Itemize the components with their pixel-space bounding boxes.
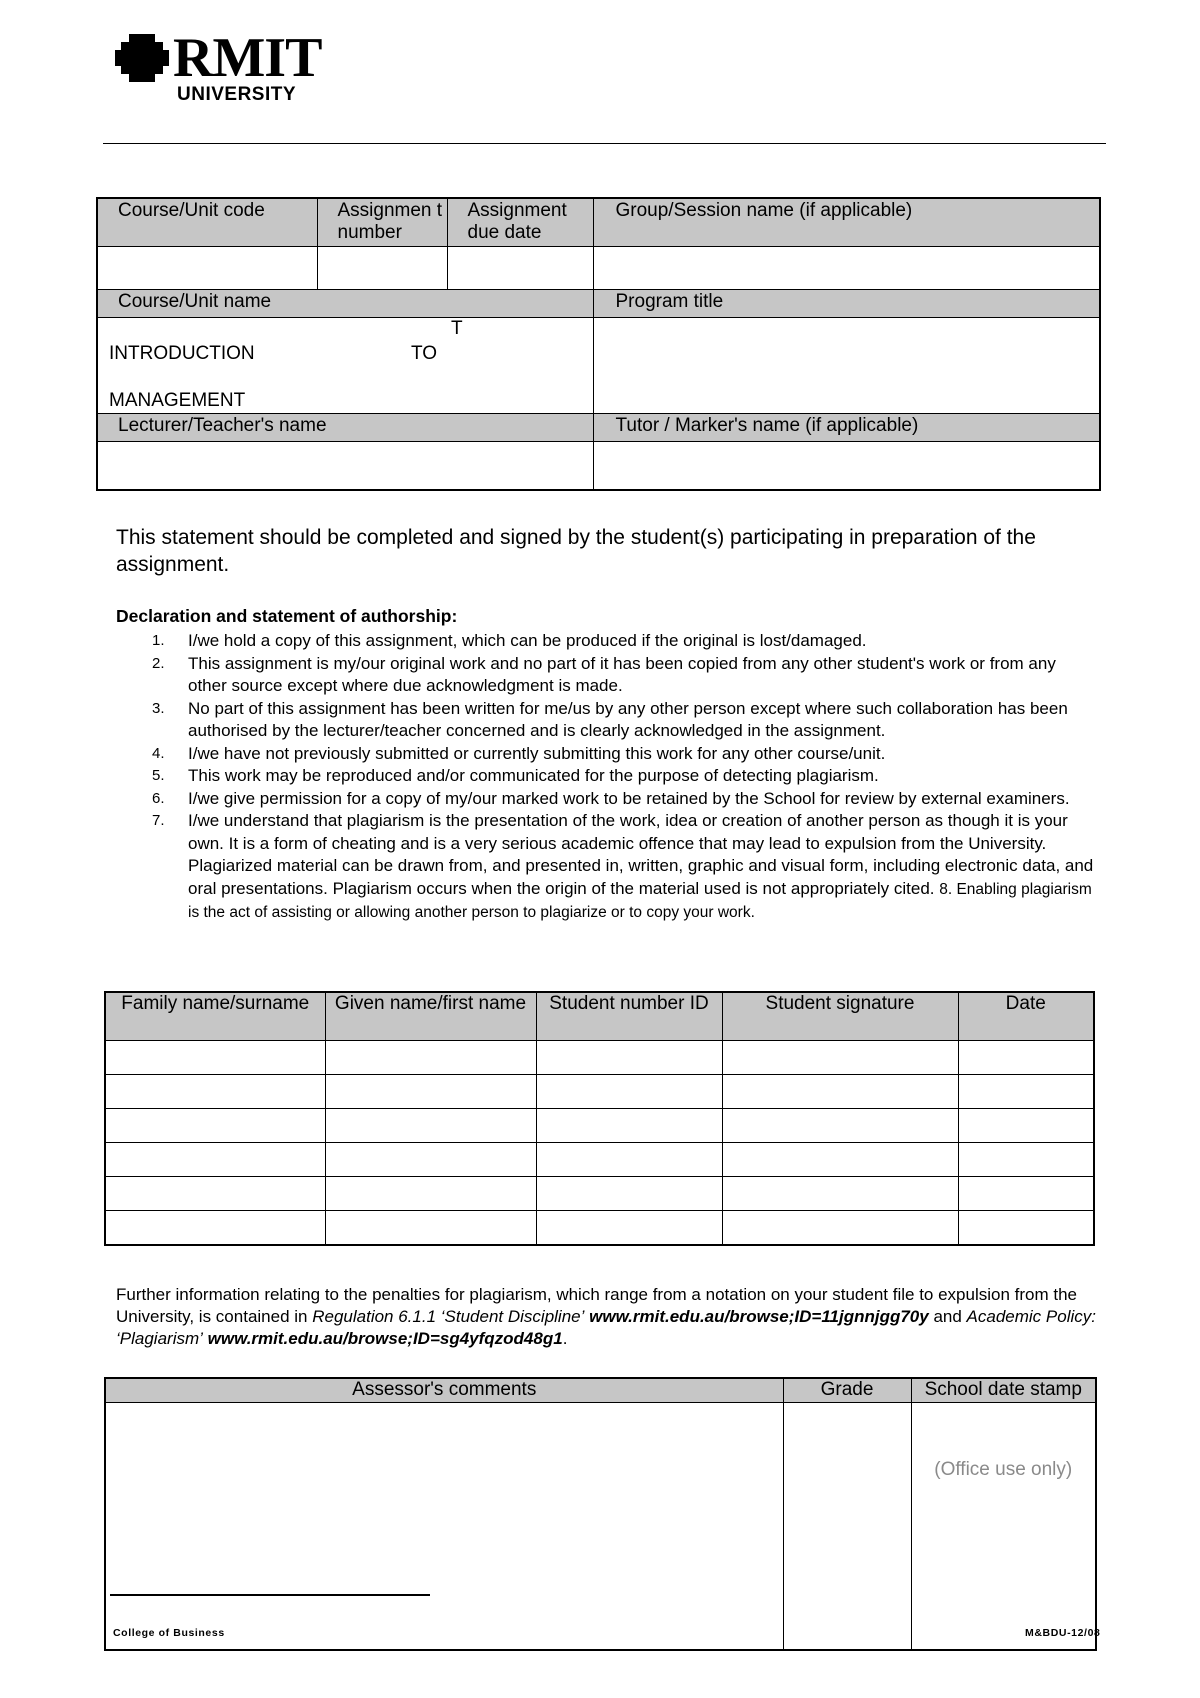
rmit-logo-pixel-icon: [115, 32, 169, 84]
regulation-link[interactable]: www.rmit.edu.au/browse;ID=11jgnnjgg70y: [589, 1307, 929, 1326]
given-name-cell[interactable]: [325, 1108, 536, 1142]
table-row: [105, 1176, 1094, 1210]
given-name-cell[interactable]: [325, 1074, 536, 1108]
family-name-cell[interactable]: [105, 1108, 325, 1142]
declaration-item: 6. I/we give permission for a copy of my/our marked work to be retained by the School for review by external examiners.: [152, 788, 1070, 808]
student-signature-cell[interactable]: [722, 1074, 958, 1108]
declaration-item: 3. No part of this assignment has been written for me/us by any other person except where such collaboration has been authorised by the lecturer/teacher concerned and is clearly acknowledged in the assignment.: [152, 698, 1068, 740]
course-name-header: Course/Unit name: [97, 289, 593, 317]
declaration-item: 4. I/we have not previously submitted or currently submitting this work for any other course/unit.: [152, 743, 886, 763]
policy-link[interactable]: www.rmit.edu.au/browse;ID=sg4yfqzod48g1: [207, 1329, 563, 1348]
family-name-cell[interactable]: [105, 1074, 325, 1108]
family-name-cell[interactable]: [105, 1040, 325, 1074]
student-signature-cell[interactable]: [722, 1040, 958, 1074]
course-code-header: Course/Unit code: [97, 198, 317, 246]
footer-divider: [110, 1594, 430, 1596]
statement-text: This statement should be completed and signed by the student(s) participating in preparation of the assignment.: [116, 526, 1036, 576]
declaration-title: Declaration and statement of authorship:: [116, 606, 458, 626]
student-signature-cell[interactable]: [722, 1210, 958, 1245]
school-date-stamp-header: School date stamp: [911, 1378, 1096, 1402]
declaration-item: 5. This work may be reproduced and/or communicated for the purpose of detecting plagiarism.: [152, 766, 879, 785]
date-cell[interactable]: [958, 1142, 1094, 1176]
school-date-stamp-field: [911, 1402, 1096, 1650]
grade-field[interactable]: [783, 1402, 911, 1650]
course-name-field[interactable]: [97, 317, 593, 413]
given-name-cell[interactable]: [325, 1142, 536, 1176]
logo-wordmark: RMIT: [173, 27, 322, 89]
office-use-note: (Office use only): [934, 1458, 1073, 1480]
date-header: Date: [958, 992, 1094, 1040]
program-title-header: Program title: [593, 289, 1100, 317]
student-signature-header: Student signature: [722, 992, 958, 1040]
tutor-name-header: Tutor / Marker's name (if applicable): [593, 413, 1100, 441]
date-cell[interactable]: [958, 1176, 1094, 1210]
group-session-header: Group/Session name (if applicable): [593, 198, 1100, 246]
table-row: [105, 1210, 1094, 1245]
student-number-cell[interactable]: [536, 1210, 722, 1245]
family-name-header: Family name/surname: [105, 992, 325, 1040]
family-name-cell[interactable]: [105, 1176, 325, 1210]
assignment-due-date-field[interactable]: [447, 246, 593, 289]
assessor-comments-header: Assessor's comments: [105, 1378, 783, 1402]
date-cell[interactable]: [958, 1040, 1094, 1074]
lecturer-name-header: Lecturer/Teacher's name: [97, 413, 593, 441]
program-title-field[interactable]: [593, 317, 1100, 413]
course-name-word-to: TO: [411, 342, 438, 364]
given-name-cell[interactable]: [325, 1210, 536, 1245]
course-name-t: T: [451, 317, 463, 339]
lecturer-name-field[interactable]: [97, 441, 593, 490]
regulation-ref: Regulation 6.1.1 ‘Student Discipline’: [312, 1307, 585, 1326]
student-signature-cell[interactable]: [722, 1142, 958, 1176]
header-divider: [103, 143, 1106, 144]
declaration-item-8-inline: 8. Enabling plagiarism is the act of assisting or allowing another person to plagiarize or to copy your work.: [188, 880, 1092, 921]
table-row: [105, 1074, 1094, 1108]
given-name-header: Given name/first name: [325, 992, 536, 1040]
declaration-item: 2. This assignment is my/our original work and no part of it has been copied from any other student's work or from any other source except where due acknowledgment is made.: [152, 653, 1056, 695]
course-name-word-introduction: INTRODUCTION: [109, 342, 255, 364]
family-name-cell[interactable]: [105, 1210, 325, 1245]
course-details-table: [96, 197, 1101, 491]
assignment-number-header: Assignmen t number: [317, 198, 447, 246]
student-signature-table: [104, 991, 1095, 1246]
student-number-cell[interactable]: [536, 1142, 722, 1176]
student-number-cell[interactable]: [536, 1074, 722, 1108]
grade-header: Grade: [783, 1378, 911, 1402]
family-name-cell[interactable]: [105, 1142, 325, 1176]
student-number-cell[interactable]: [536, 1040, 722, 1074]
student-number-header: Student number ID: [536, 992, 722, 1040]
assessor-table: [104, 1377, 1097, 1651]
declaration-item: 7. I/we understand that plagiarism is the presentation of the work, idea or creation of another person as though it is your own. It is a form of cheating and is a very serious academic offence that may lead to expulsion from the University. Plagiarized material can be drawn from, and presented in, written, graphic and visual form, including electronic data, and oral presentations. Plagiarism occurs when the origin of the material used is not appropriately cited. 8. Enabling plagiarism is the act of assisting or allowing another person to plagiarize or to copy your work.: [152, 811, 1094, 921]
declaration-item: 1. I/we hold a copy of this assignment, which can be produced if the original is lost/damaged.: [152, 631, 867, 650]
table-row: [105, 1040, 1094, 1074]
table-row: [105, 1108, 1094, 1142]
assignment-number-field[interactable]: [317, 246, 447, 289]
footer-college: College of Business: [113, 1627, 225, 1639]
tutor-name-field[interactable]: [593, 441, 1100, 490]
date-cell[interactable]: [958, 1108, 1094, 1142]
date-cell[interactable]: [958, 1210, 1094, 1245]
date-cell[interactable]: [958, 1074, 1094, 1108]
declaration-list: [116, 630, 1096, 925]
footer-form-code: M&BDU-12/08: [1025, 1627, 1101, 1639]
student-signature-cell[interactable]: [722, 1176, 958, 1210]
assessor-comments-field[interactable]: [105, 1402, 783, 1650]
student-signature-cell[interactable]: [722, 1108, 958, 1142]
course-name-word-management: MANAGEMENT: [109, 389, 246, 411]
assignment-due-date-header: Assignment due date: [447, 198, 593, 246]
policy-ref: Academic Policy: ‘Plagiarism’: [116, 1307, 1096, 1348]
student-number-cell[interactable]: [536, 1108, 722, 1142]
group-session-field[interactable]: [593, 246, 1100, 289]
table-row: [105, 1142, 1094, 1176]
student-number-cell[interactable]: [536, 1176, 722, 1210]
given-name-cell[interactable]: [325, 1176, 536, 1210]
course-code-field[interactable]: [97, 246, 317, 289]
given-name-cell[interactable]: [325, 1040, 536, 1074]
logo-subtitle: UNIVERSITY: [177, 84, 297, 105]
plagiarism-info-text: Further information relating to the penalties for plagiarism, which range from a notation on your student file to expulsion from the University, is contained in Regulation 6.1.1 ‘Student Discipline’ www.rmit.edu.au/browse;ID=11jgnnjgg70y and Academic Policy: ‘Plagiarism’ www.rmit.edu.au/browse;ID=sg4yfqzod48g1.: [116, 1285, 1096, 1348]
rmit-logo: [115, 28, 325, 106]
